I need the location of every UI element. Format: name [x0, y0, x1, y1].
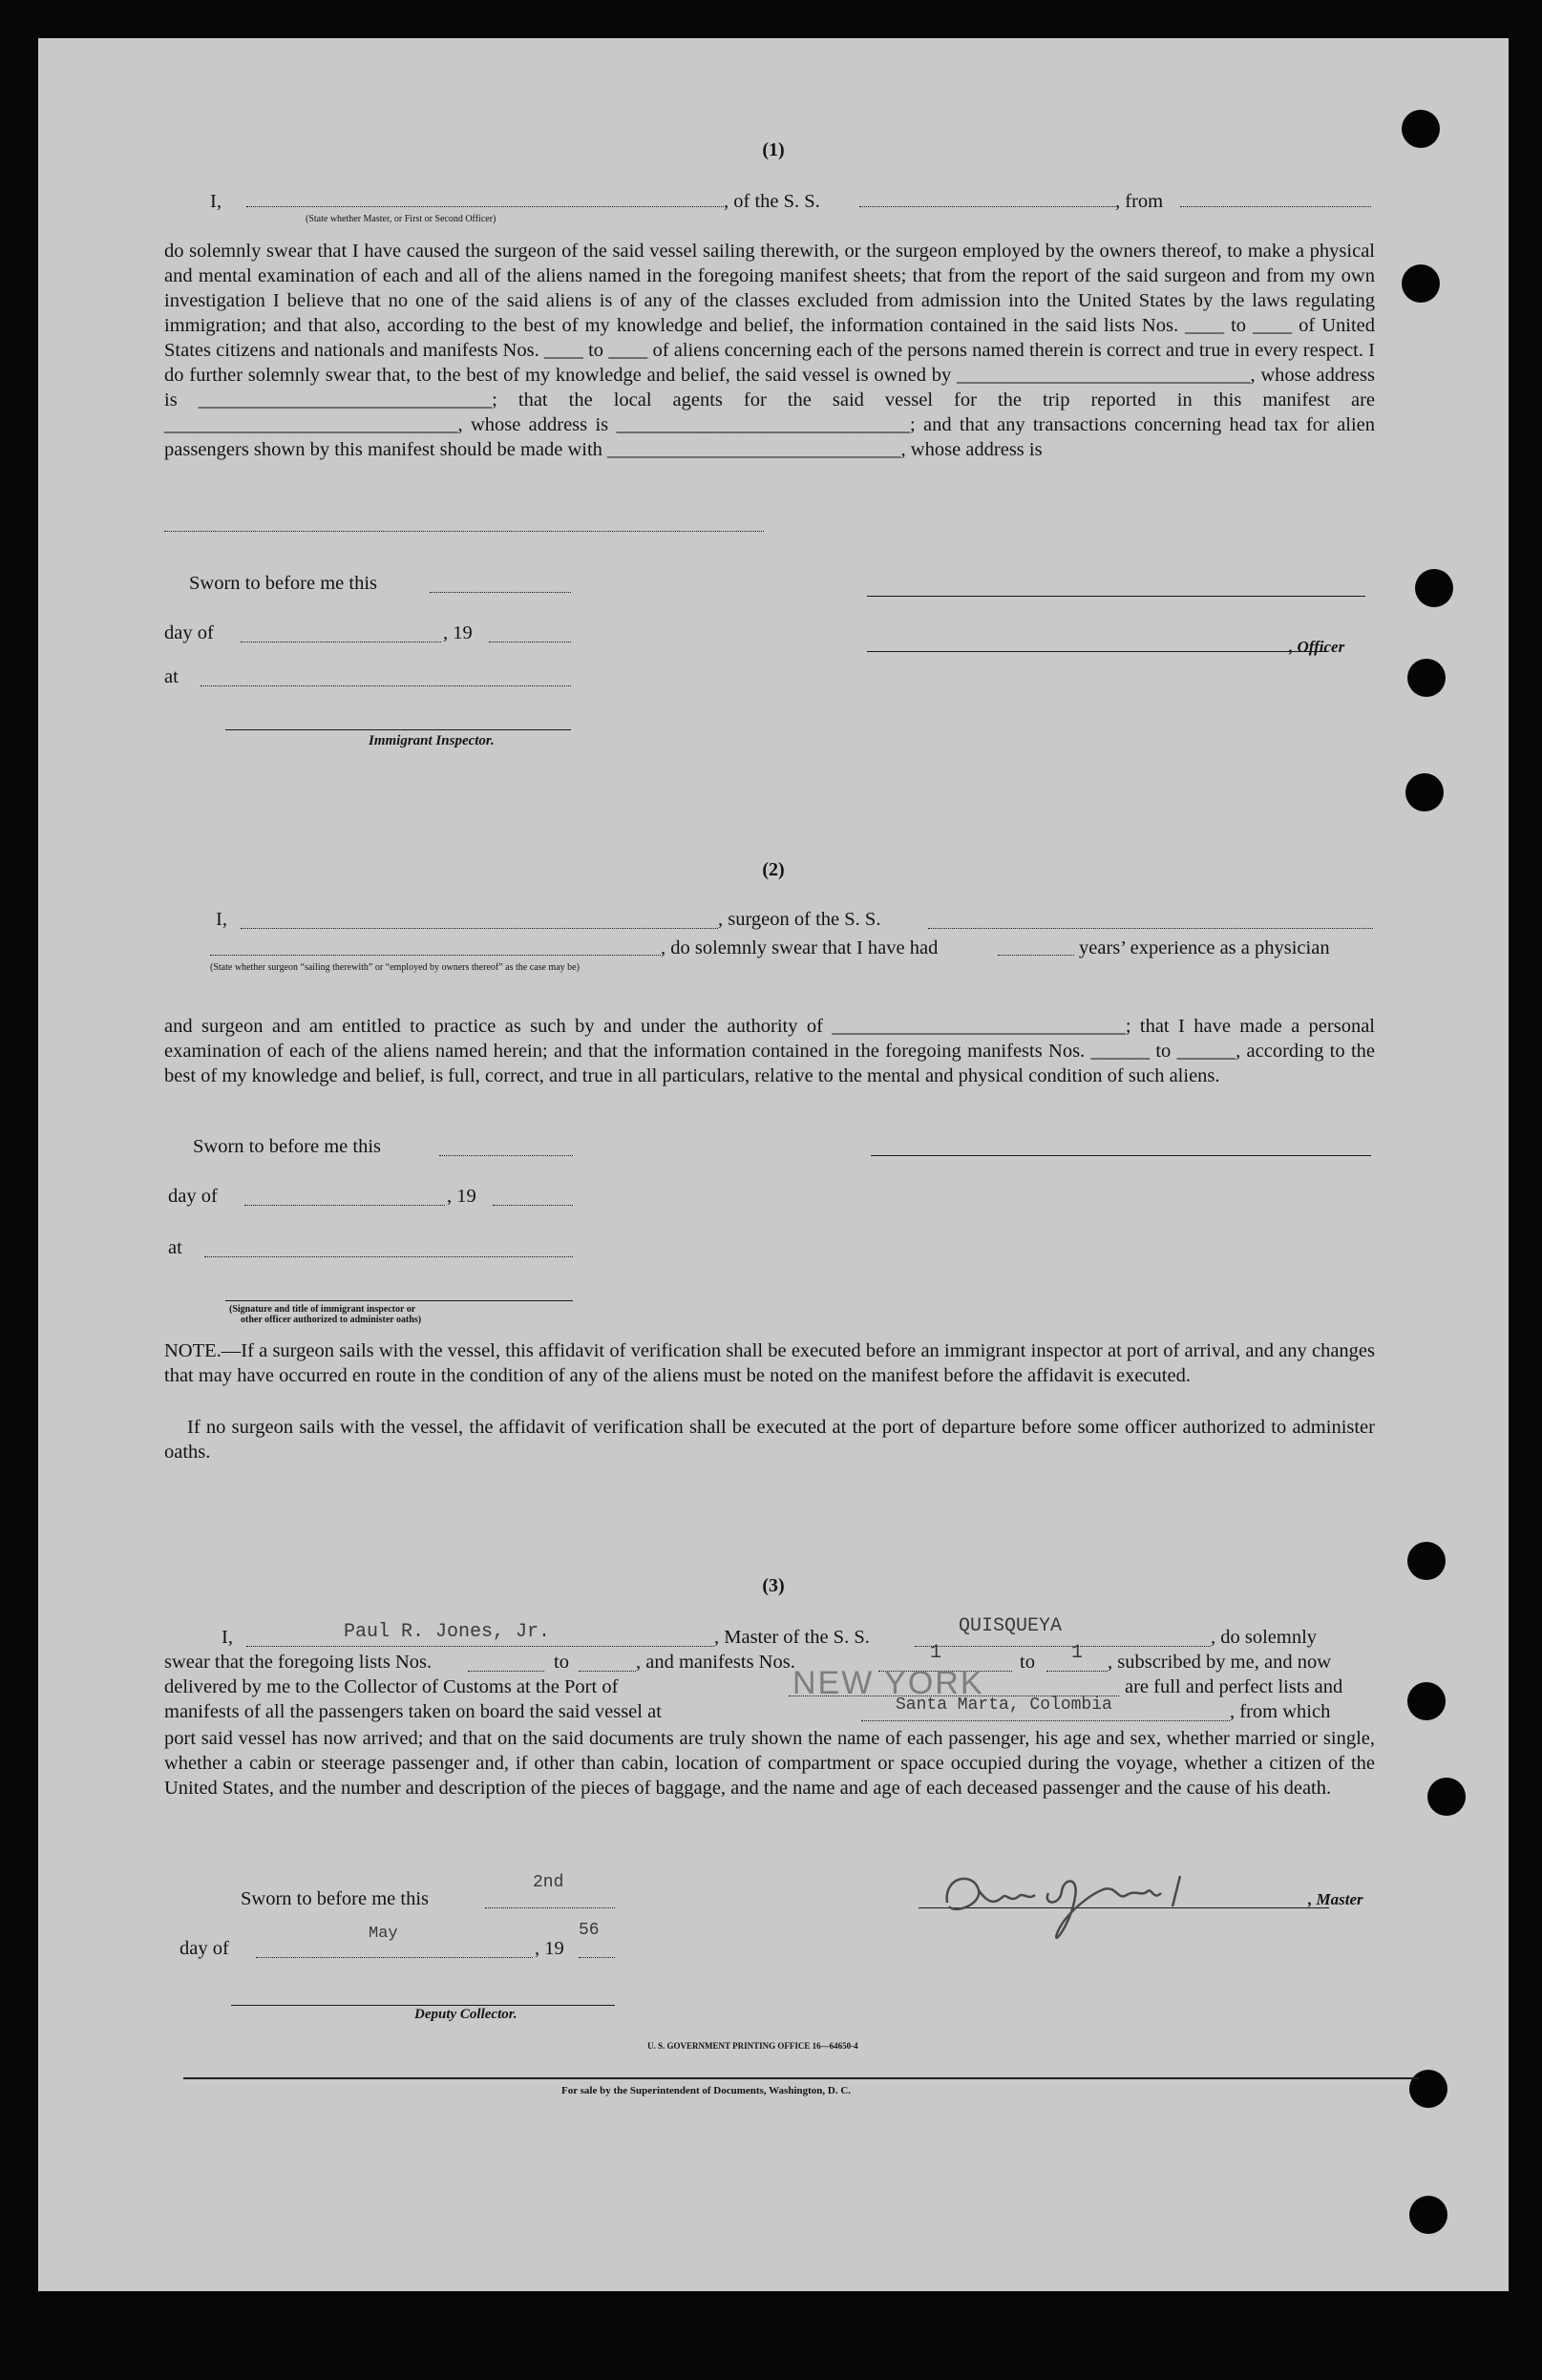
s3-day-of: day of	[180, 1938, 229, 1959]
s3-line3-a: delivered by me to the Collector of Customs at the Port of	[164, 1676, 619, 1697]
s3-origin-field	[861, 1720, 1230, 1721]
binder-hole	[1407, 1542, 1446, 1580]
s3-paragraph: port said vessel has now arrived; and that on the said documents are truly shown the name of each passenger, his age and sex, whether married or single, whether a cabin or steerage passenger and, if other than cabin, location of compartment or space occupied during the voyage, whether a citizen of the United States, and the number and description of the pieces of baggage, and the name and age of each deceased passenger and the cause of his death.	[164, 1728, 1375, 1799]
s2-status-field	[210, 955, 661, 956]
s2-year: , 19	[447, 1186, 476, 1207]
s3-master-of: , Master of the S. S.	[714, 1627, 870, 1648]
s1-officer-line	[867, 651, 1327, 652]
s1-paragraph: do solemnly swear that I have caused the surgeon of the said vessel sailing therewith, or the surgeon employed by the owners thereof, to make a physical and mental examination of each and all of the aliens named in the foregoing manifest sheets; that from the report of the said surgeon and from my own investigation I believe that no one of the said aliens is of any of the classes excluded from admission into the United States by the laws regulating immigration; and that also, according to the best of my knowledge and belief, the information contained in the said lists Nos. ____ to ____ of United States citizens and nationals and manifests Nos. ____ to ____ of aliens concerning each of the persons named therein is correct and true in every respect. I do further solemnly swear that, to the best of my knowledge and belief, the said vessel is owned by ______________________________, whose address is ______________________________; that the local agents for the said vessel for the trip reported in this manifest are ______________________________, whose address is ______________________________; and that any transactions concerning head tax for alien passengers shown by this manifest should be made with ______________________________, whose address is	[164, 241, 1375, 460]
s1-signature-line	[867, 596, 1365, 597]
s1-from-field	[1180, 206, 1371, 207]
s2-intro-i: I,	[216, 909, 227, 930]
s2-day-field	[244, 1205, 445, 1206]
s2-year-field	[493, 1205, 573, 1206]
s1-state-note: (State whether Master, or First or Second Officer)	[306, 214, 496, 224]
binder-hole	[1427, 1778, 1466, 1816]
s2-sworn: Sworn to before me this	[193, 1136, 381, 1157]
s1-sworn: Sworn to before me this	[189, 573, 377, 594]
s2-years-field	[998, 955, 1074, 956]
binder-hole	[1405, 773, 1444, 811]
s1-officer-label: , Officer	[1289, 638, 1345, 656]
s3-lists-from-field	[468, 1671, 544, 1672]
s2-sworn-field	[439, 1155, 573, 1156]
s2-sig-note-1: (Signature and title of immigrant inspector or	[229, 1304, 416, 1315]
s3-sworn-field	[485, 1907, 615, 1908]
binder-hole	[1407, 659, 1446, 697]
s2-surgeon-of: , surgeon of the S. S.	[718, 909, 881, 930]
s3-line4-b: , from which	[1230, 1701, 1331, 1722]
s2-paragraph: and surgeon and am entitled to practice as such by and under the authority of ______________________________; that I have made a personal examination of each of the aliens named herein; and that the information contained in the foregoing manifests Nos. ______ to ______, according to the best of my knowledge and belief, is full, correct, and true in all particulars, relative to the mental and physical condition of such aliens.	[164, 1016, 1375, 1086]
s1-day-of: day of	[164, 622, 214, 643]
s2-swear-had: , do solemnly swear that I have had	[661, 937, 939, 958]
s3-line2-to: to	[554, 1652, 569, 1673]
s3-lists-to-field	[579, 1671, 636, 1672]
s2-at-field	[204, 1256, 573, 1257]
s2-signature-line	[871, 1155, 1371, 1156]
s3-ship-name: QUISQUEYA	[959, 1615, 1063, 1637]
s1-sworn-field	[430, 592, 571, 593]
s1-intro-i: I,	[210, 191, 222, 212]
s3-origin: Santa Marta, Colombia	[896, 1695, 1112, 1715]
footer-rule	[183, 2077, 1419, 2079]
s1-officer-name-field	[246, 206, 724, 207]
s3-year: , 19	[535, 1938, 564, 1959]
s3-ship-field	[915, 1646, 1211, 1647]
s3-line2-b: , and manifests Nos.	[636, 1652, 795, 1673]
s1-inspector-line	[225, 729, 571, 730]
s3-intro-i: I,	[222, 1627, 233, 1648]
s1-inspector-label: Immigrant Inspector.	[369, 733, 495, 748]
section-1-number: (1)	[762, 139, 785, 160]
manifest-page	[38, 38, 1509, 2291]
binder-hole	[1415, 569, 1453, 607]
s2-at: at	[168, 1237, 182, 1258]
s2-ship-field	[928, 928, 1373, 929]
s1-of-ss: , of the S. S.	[724, 191, 820, 212]
master-signature	[936, 1847, 1222, 1962]
s3-master-name-field	[246, 1646, 714, 1647]
s3-deputy-label: Deputy Collector.	[414, 2007, 518, 2022]
s3-deputy-line	[231, 2005, 615, 2006]
s1-address-line	[164, 531, 764, 532]
s1-ship-field	[859, 206, 1115, 207]
s3-line2-c: , subscribed by me, and now	[1108, 1652, 1331, 1673]
s1-at-field	[201, 685, 571, 686]
s3-manifest-to-label: to	[1020, 1652, 1035, 1673]
binder-hole	[1409, 2196, 1447, 2234]
s3-line2-a: swear that the foregoing lists Nos.	[164, 1652, 433, 1673]
s3-line3-b: are full and perfect lists and	[1125, 1676, 1343, 1697]
gpo-imprint: U. S. GOVERNMENT PRINTING OFFICE 16—64650-4	[647, 2041, 858, 2051]
sale-notice: For sale by the Superintendent of Documents, Washington, D. C.	[561, 2085, 852, 2096]
s2-note2: If no surgeon sails with the vessel, the affidavit of verification shall be executed at the port of departure before some officer authorized to administer oaths.	[164, 1417, 1375, 1463]
s3-year-value: 56	[579, 1921, 600, 1940]
s2-note: NOTE.—If a surgeon sails with the vessel, this affidavit of verification shall be executed before an immigrant inspector at port of arrival, and any changes that may have occurred en route in the condition of any of the aliens must be noted on the manifest before the affidavit is executed.	[164, 1340, 1375, 1386]
s3-year-field	[579, 1957, 615, 1958]
s3-sworn-day: 2nd	[533, 1873, 564, 1892]
s1-year: , 19	[443, 622, 473, 643]
s2-sig-note-2: other officer authorized to administer oaths)	[241, 1315, 422, 1325]
binder-hole	[1409, 2070, 1447, 2108]
s3-port: NEW YORK	[792, 1665, 984, 1701]
s1-from: , from	[1115, 191, 1164, 212]
section-3-number: (3)	[762, 1575, 785, 1596]
s2-surgeon-name-field	[241, 928, 718, 929]
s3-line4-a: manifests of all the passengers taken on board the said vessel at	[164, 1701, 662, 1722]
s3-master-name: Paul R. Jones, Jr.	[344, 1621, 551, 1643]
s2-officer-line	[225, 1300, 573, 1301]
s2-state-note: (State whether surgeon “sailing therewith” or “employed by owners thereof” as the case may be)	[210, 962, 580, 973]
s3-sworn: Sworn to before me this	[241, 1888, 429, 1909]
section-2-number: (2)	[762, 859, 785, 880]
s3-manifest-from: 1	[930, 1642, 942, 1664]
s2-day-of: day of	[168, 1186, 218, 1207]
s3-do-solemnly: , do solemnly	[1211, 1627, 1318, 1648]
s3-month: May	[369, 1925, 398, 1943]
binder-hole	[1407, 1682, 1446, 1720]
s3-month-field	[256, 1957, 533, 1958]
s3-manifest-to-field	[1046, 1671, 1108, 1672]
s2-years-exp: years’ experience as a physician	[1079, 937, 1330, 958]
s3-master-label: , Master	[1308, 1890, 1363, 1908]
s1-at: at	[164, 666, 179, 687]
s3-manifest-to: 1	[1071, 1642, 1084, 1664]
binder-hole	[1402, 264, 1440, 303]
